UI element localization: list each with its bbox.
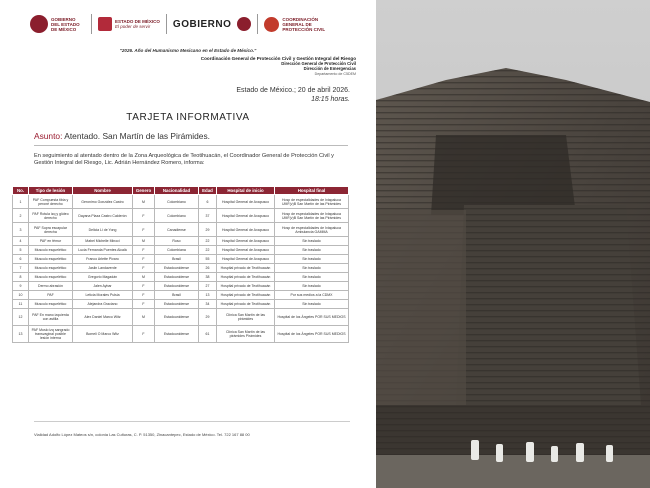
table-cell: Sin traslado xyxy=(275,246,349,255)
table-row xyxy=(13,326,349,343)
table-cell: Colombiano xyxy=(155,209,199,223)
table-row xyxy=(13,291,349,300)
table-cell: 4 xyxy=(13,237,29,246)
table-cell: F xyxy=(133,264,155,273)
subject-line xyxy=(34,131,348,141)
table-row xyxy=(13,264,349,273)
table-cell: PAF xyxy=(29,291,73,300)
column-header: Genero xyxy=(133,187,155,195)
column-header: Nombre xyxy=(73,187,133,195)
table-cell: Estadounidense xyxy=(155,273,199,282)
table-cell: 27 xyxy=(199,282,217,291)
table-cell: 38 xyxy=(199,273,217,282)
edomex-brand-logo xyxy=(98,17,160,31)
table-row xyxy=(13,195,349,209)
table-cell: Lucia Fernanda Puentes Alcalá xyxy=(73,246,133,255)
table-cell: PAF Compuesta tibia y peroné derecho xyxy=(29,195,73,209)
column-header: No. xyxy=(13,187,29,195)
subject-underline xyxy=(34,145,348,146)
table-cell: PAF Muslo izq sangrado transvaginal posible lesión interna xyxy=(29,326,73,343)
logo-mid-group xyxy=(115,19,160,29)
table-cell: 6 xyxy=(199,195,217,209)
table-cell: 61 xyxy=(199,326,217,343)
table-cell: Jalen Aybar xyxy=(73,282,133,291)
flag-mark-icon xyxy=(98,17,112,31)
intro-paragraph: En seguimiento al atentado dentro de la Zona Arqueológica de Teotihuacán, el Coordinador General de Protección Civil y Gestión Integral del Riesgo, Lic. Adrián Hernández Romero, informa: xyxy=(34,153,334,166)
table-cell: M xyxy=(133,273,155,282)
table-cell: M xyxy=(133,195,155,209)
table-cell: F xyxy=(133,291,155,300)
table-cell: Ruso xyxy=(155,237,199,246)
table-cell: 6 xyxy=(13,255,29,264)
stairway-steps xyxy=(456,205,641,405)
table-cell: 8 xyxy=(13,273,29,282)
table-cell: 22 xyxy=(199,237,217,246)
table-cell: Dayana Plaza Castro Calderón xyxy=(73,209,133,223)
table-cell: PAF En mano izquierda con astilla xyxy=(29,309,73,326)
table-row xyxy=(13,255,349,264)
table-cell: Leticia Morales Pulsia xyxy=(73,291,133,300)
table-cell: Delicia Li de Yong xyxy=(73,223,133,237)
table-cell: Bomeli O Marco Witz xyxy=(73,326,133,343)
table-cell: Hosp de especialidades de Ixtapaluca UMF(v)B San Martín de las Pirámides xyxy=(275,209,349,223)
table-cell: F xyxy=(133,326,155,343)
column-header: Edad xyxy=(199,187,217,195)
column-header: Hospital de inicio xyxy=(217,187,275,195)
table-cell: 22 xyxy=(199,246,217,255)
table-cell: Estadounidense xyxy=(155,300,199,309)
victims-table xyxy=(12,186,349,343)
table-cell: Hospital privado de Teotihuacán xyxy=(217,291,275,300)
table-cell: M xyxy=(133,237,155,246)
department-line-3: Dirección de Emergencias xyxy=(303,66,356,72)
table-cell: Hosp de especialidades de Ixtapaluca Ambulancia GAMMA xyxy=(275,223,349,237)
gobierno-seal-icon xyxy=(237,17,251,31)
table-row xyxy=(13,309,349,326)
table-cell: F xyxy=(133,209,155,223)
table-cell: 1 xyxy=(13,195,29,209)
table-cell: Clínica San Martín de las pirámides xyxy=(217,309,275,326)
table-cell: Brasil xyxy=(155,291,199,300)
column-header: Hospital final xyxy=(275,187,349,195)
table-cell: 34 xyxy=(199,300,217,309)
logo-mid-text: ESTADO DE MÉXICO xyxy=(115,19,160,24)
footer-divider xyxy=(34,421,350,422)
table-cell: Hospital General de Axapusco xyxy=(217,209,275,223)
table-cell: Mabel Michelle Minoci xyxy=(73,237,133,246)
table-cell: Jaslin Landaverde xyxy=(73,264,133,273)
table-cell: Sin traslado xyxy=(275,264,349,273)
table-cell: Musculo esquelético xyxy=(29,246,73,255)
table-row xyxy=(13,209,349,223)
table-cell: Hospital General de Axapusco xyxy=(217,223,275,237)
table-cell: Musculo esquelético xyxy=(29,255,73,264)
table-cell: Hospital privado de Teotihuacán xyxy=(217,282,275,291)
subject-label: Asunto: xyxy=(34,131,63,141)
table-row xyxy=(13,273,349,282)
table-cell: Geronimo González Castro xyxy=(73,195,133,209)
table-cell: Hospital General de Axapusco xyxy=(217,246,275,255)
table-cell: Alejandra Graciano xyxy=(73,300,133,309)
logo-left-text: GOBIERNO DEL ESTADO DE MÉXICO xyxy=(51,16,80,32)
table-cell: Alex Daniel Marco Witz xyxy=(73,309,133,326)
table-cell: Hospital privado de Teotihuacán xyxy=(217,273,275,282)
table-cell: Hospital de los Ángeles POR SUS MEDIOS xyxy=(275,309,349,326)
gobierno-logo-text: GOBIERNO xyxy=(172,18,232,30)
logo-divider xyxy=(257,14,258,34)
table-body xyxy=(13,195,349,343)
table-cell: PAF Supra escapular derecha xyxy=(29,223,73,237)
department-block xyxy=(201,56,356,77)
table-cell: Dermo abrasión xyxy=(29,282,73,291)
department-line-2: Dirección General de Protección Civil xyxy=(281,61,356,67)
proteccion-civil-icon xyxy=(264,17,279,32)
table-cell: Hospital General de Axapusco xyxy=(217,255,275,264)
pyramid-tier-shadow xyxy=(431,135,576,215)
table-row xyxy=(13,237,349,246)
logo-divider xyxy=(91,14,92,34)
column-header: Tipo de lesión xyxy=(29,187,73,195)
place-date: Estado de México.; 20 de abril 2026. xyxy=(236,87,350,94)
table-cell: PAF en fémur xyxy=(29,237,73,246)
table-cell: F xyxy=(133,223,155,237)
table-cell: 10 xyxy=(13,291,29,300)
table-cell: 29 xyxy=(199,309,217,326)
table-cell: Estadounidense xyxy=(155,309,199,326)
table-cell: 13 xyxy=(199,291,217,300)
table-cell: 11 xyxy=(13,300,29,309)
table-cell: Musculo esquelético xyxy=(29,300,73,309)
table-cell: Hospital General de Axapusco xyxy=(217,195,275,209)
table-row xyxy=(13,300,349,309)
table-cell: Por sus medios a la CDMX xyxy=(275,291,349,300)
table-cell: Hosp de especialidades de Ixtapaluca UMF(v)B San Martín de las Pirámides xyxy=(275,195,349,209)
table-cell: M xyxy=(133,309,155,326)
pyramid-illustration xyxy=(376,0,650,488)
table-cell: Sin traslado xyxy=(275,255,349,264)
table-row xyxy=(13,246,349,255)
table-cell: Colombiano xyxy=(155,195,199,209)
document-title: TARJETA INFORMATIVA xyxy=(126,112,250,123)
logo-mid-sub: El poder de servir xyxy=(115,24,151,29)
header-logos xyxy=(30,10,360,38)
table-cell: Hospital de los Ángeles POR SUS MEDIOS xyxy=(275,326,349,343)
table-cell: Musculo esquelético xyxy=(29,264,73,273)
table-cell: Gregorio Magadán xyxy=(73,273,133,282)
logo-divider xyxy=(166,14,167,34)
table-cell: Colombiana xyxy=(155,246,199,255)
table-cell: 5 xyxy=(13,246,29,255)
table-cell: Sin traslado xyxy=(275,300,349,309)
date-block xyxy=(236,86,350,104)
footer-address: Vialidad Adolfo López Mateos s/n, colonia Las Culturas, C. P. 51350, Zinacantepec, Estado de México. Tel. 722 167 88 00 xyxy=(34,432,250,437)
report-time: 18:15 horas. xyxy=(311,96,350,103)
table-cell: F xyxy=(133,282,155,291)
column-header: Nacionalidad xyxy=(155,187,199,195)
table-cell: F xyxy=(133,255,155,264)
table-header-row xyxy=(13,187,349,195)
pyramid-photo xyxy=(376,0,650,488)
proteccion-civil-logo xyxy=(264,17,340,32)
table-cell: 13 xyxy=(13,326,29,343)
table-cell: 37 xyxy=(199,209,217,223)
table-cell: 12 xyxy=(13,309,29,326)
table-cell: F xyxy=(133,246,155,255)
state-seal-icon xyxy=(30,15,48,33)
left-terrace xyxy=(376,210,466,410)
edomex-logo xyxy=(30,15,85,33)
table-cell: Estadounidense xyxy=(155,326,199,343)
table-cell: Hospital privado de Teotihuacán xyxy=(217,264,275,273)
table-cell: Canadiense xyxy=(155,223,199,237)
table-cell: 55 xyxy=(199,255,217,264)
table-cell: Hospital General de Axapusco xyxy=(217,237,275,246)
table-cell: Brasil xyxy=(155,255,199,264)
table-cell: Sin traslado xyxy=(275,282,349,291)
table-cell: 26 xyxy=(199,264,217,273)
table-cell: F xyxy=(133,300,155,309)
table-cell: 29 xyxy=(199,223,217,237)
table-cell: Franco Arlette Pivaro xyxy=(73,255,133,264)
table-cell: Estadounidense xyxy=(155,282,199,291)
table-cell: PAF Rotula izq y glúteo derecho xyxy=(29,209,73,223)
table-cell: 7 xyxy=(13,264,29,273)
table-cell: Clínica San Martín de las pirámides Pirámides xyxy=(217,326,275,343)
subject-text: Atentado. San Martín de las Pirámides. xyxy=(62,131,210,141)
table-cell: Sin traslado xyxy=(275,273,349,282)
table-cell: Sin traslado xyxy=(275,237,349,246)
department-line-1: Coordinación General de Protección Civil y Gestión Integral del Riesgo xyxy=(200,56,356,61)
logo-right-text: COORDINACIÓN GENERAL DE PROTECCIÓN CIVIL xyxy=(282,16,326,32)
table-row xyxy=(13,223,349,237)
table-row xyxy=(13,282,349,291)
table-cell: Musculo esquelético xyxy=(29,273,73,282)
table-cell: Estadounidense xyxy=(155,264,199,273)
department-line-4: Departamento de C5DEM xyxy=(314,71,356,76)
table-cell: 2 xyxy=(13,209,29,223)
table-cell: 9 xyxy=(13,282,29,291)
table-cell: 3 xyxy=(13,223,29,237)
year-motto: "2026. Año del Humanismo Mexicano en el Estado de México." xyxy=(119,48,257,53)
table-cell: Hospital privado de Teotihuacán xyxy=(217,300,275,309)
